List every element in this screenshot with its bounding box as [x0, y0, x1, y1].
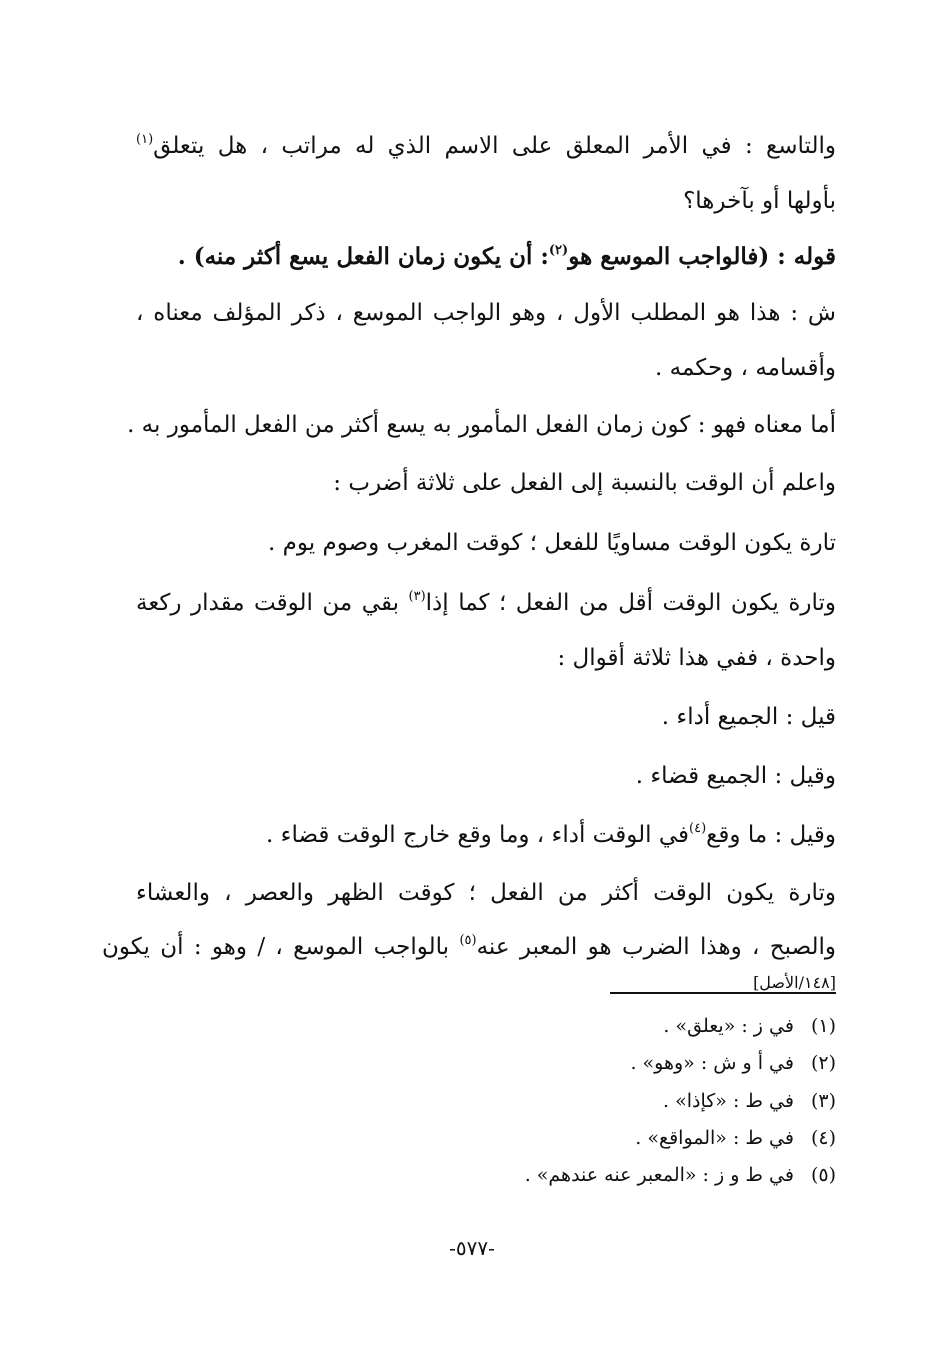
text-segment: قوله : (فالواجب الموسع هو [568, 243, 836, 270]
text-segment: بقي من الوقت مقدار ركعة [136, 590, 399, 616]
text-segment: وتارة يكون الوقت أقل من الفعل ؛ كما إذا [425, 590, 836, 616]
opinion-1: قيل : الجميع أداء . [661, 704, 836, 730]
type-less-line-1 [136, 586, 836, 620]
footnote-ref-4[interactable]: (٤) [689, 821, 707, 836]
footnote-ref-3[interactable]: (٣) [408, 589, 426, 604]
opinion-3 [266, 818, 836, 852]
text-segment: والصبح ، وهذا الضرب هو المعبر عنه [476, 934, 837, 960]
page-number: -٥٧٧- [449, 1236, 495, 1260]
opinion-2: وقيل : الجميع قضاء . [635, 763, 836, 789]
footnote-number: (٢) [810, 1052, 836, 1074]
type-less-line-2: واحدة ، ففي هذا ثلاثة أقوال : [557, 645, 836, 671]
paragraph-ninth-line-2: بأولها أو بآخرها؟ [683, 188, 836, 214]
explanation-line-1: ش : هذا هو المطلب الأول ، وهو الواجب الموسع ، ذكر المؤلف معناه ، [136, 300, 836, 326]
text-segment: والتاسع : في الأمر المعلق على الاسم الذي له مراتب ، هل يتعلق [153, 133, 836, 159]
types-intro-line: واعلم أن الوقت بالنسبة إلى الفعل على ثلاثة أضرب : [333, 470, 836, 496]
footnote-number: (٥) [810, 1164, 836, 1186]
text-segment: بالواجب الموسع ، / وهو : أن يكون [102, 934, 450, 960]
explanation-line-2: وأقسامه ، وحكمه . [655, 355, 836, 381]
quote-line [178, 240, 836, 274]
footnote-text: في أ و ش : «وهو» . [630, 1052, 794, 1074]
footnote-2 [630, 1049, 836, 1077]
footnote-4 [635, 1124, 836, 1152]
footnote-text: في ط : «كإذا» . [663, 1090, 794, 1112]
definition-line: أما معناه فهو : كون زمان الفعل المأمور به يسع أكثر من الفعل المأمور به . [127, 412, 836, 438]
type-more-line-1: وتارة يكون الوقت أكثر من الفعل ؛ كوقت الظهر والعصر ، والعشاء [136, 880, 836, 906]
text-segment: : أن يكون زمان الفعل يسع أكثر منه) . [177, 243, 549, 270]
footnote-text: في ط و ز : «المعبر عنه عندهم» . [524, 1164, 794, 1186]
paragraph-ninth-line-1 [136, 129, 836, 163]
footnote-number: (٣) [810, 1090, 836, 1112]
type-equal-line: تارة يكون الوقت مساويًا للفعل ؛ كوقت المغرب وصوم يوم . [268, 530, 836, 556]
footnote-3 [663, 1087, 836, 1115]
footnote-separator [610, 992, 836, 994]
footnote-ref-2[interactable]: (٢) [548, 243, 569, 258]
footnote-number: (٤) [810, 1127, 836, 1149]
footnote-5 [525, 1161, 836, 1189]
text-segment: في الوقت أداء ، وما وقع خارج الوقت قضاء . [266, 822, 690, 848]
text-segment: وقيل : ما وقع [706, 822, 836, 848]
page-marker: [١٤٨/الأصل] [753, 973, 836, 992]
footnote-ref-5[interactable]: (٥) [459, 933, 477, 948]
type-more-line-2 [102, 930, 837, 992]
footnote-text: في ز : «يعلق» . [663, 1015, 794, 1037]
footnote-ref-1[interactable]: (١) [136, 132, 154, 147]
footnote-1 [663, 1012, 836, 1040]
footnote-text: في ط : «المواقع» . [635, 1127, 794, 1149]
footnote-number: (١) [810, 1015, 836, 1037]
